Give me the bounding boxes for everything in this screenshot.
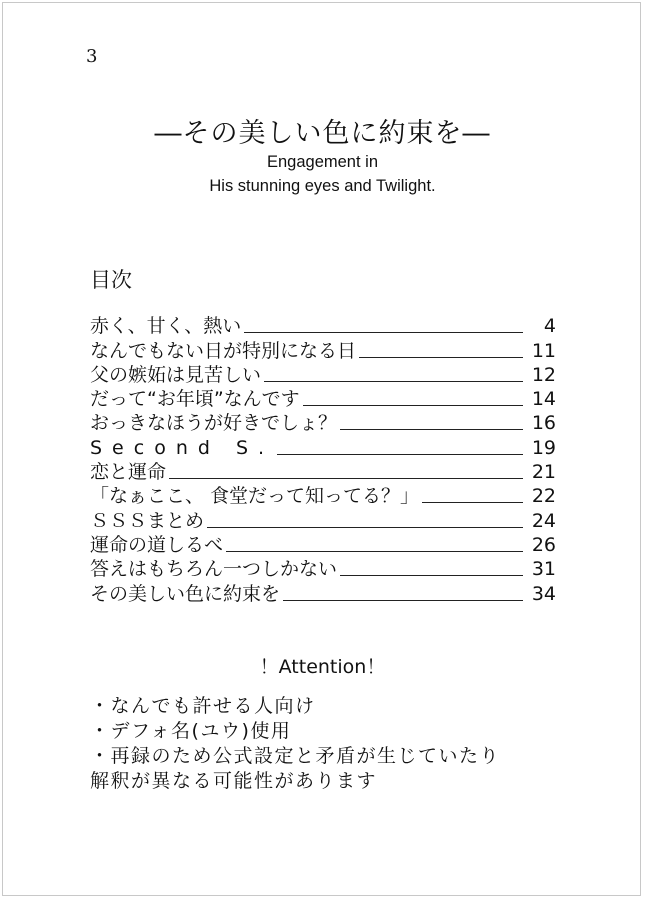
toc-entry-page: 12 (531, 363, 556, 386)
toc-entry-page: 26 (531, 533, 556, 556)
toc-entry-page: 4 (543, 315, 556, 338)
toc-entry-title: ＳＳＳまとめ (90, 509, 205, 532)
toc-leader-line (340, 575, 523, 576)
toc-entry-title: Second S. (90, 436, 275, 459)
attention-note: ・なんでも許せる人向け (90, 695, 316, 717)
toc-entry-title: 運命の道しるべ (90, 533, 224, 556)
toc-heading: 目次 (90, 268, 132, 292)
toc-entry (90, 338, 556, 362)
toc-entry-title: 赤く、甘く、熱い (90, 315, 242, 338)
toc-entry (90, 435, 556, 459)
title-block (0, 118, 645, 198)
toc-leader-line (244, 332, 523, 333)
toc-entry-title: 「なぁここ、 食堂だって知ってる？」 (90, 485, 420, 508)
toc-entry (90, 363, 556, 387)
toc-entry-title: 答えはもちろん一つしかない (90, 558, 338, 581)
toc-entry-page: 34 (531, 582, 556, 605)
toc-entry (90, 484, 556, 508)
toc-entry-page: 16 (531, 412, 556, 435)
toc-entry (90, 533, 556, 557)
english-title-line-1: Engagement in (267, 153, 378, 171)
toc-leader-line (226, 551, 523, 552)
toc-entry-page: 21 (531, 461, 556, 484)
attention-heading: ！Attention！ (259, 656, 386, 678)
attention-note: ・再録のため公式設定と矛盾が生じていたり (90, 745, 501, 767)
toc-entry-title: その美しい色に約束を (90, 582, 281, 605)
toc-entry-title: だって“お年頃”なんです (90, 388, 300, 411)
toc-leader-line (340, 429, 523, 430)
toc-entry (90, 508, 556, 532)
toc-entry (90, 387, 556, 411)
toc-entry-page: 22 (531, 485, 556, 508)
toc-leader-line (169, 478, 523, 479)
toc-leader-line (359, 357, 523, 358)
toc-entry (90, 557, 556, 581)
page-number: 3 (86, 46, 98, 67)
toc-entry-page: 24 (531, 509, 556, 532)
toc-leader-line (283, 600, 523, 601)
english-title-line-2: His stunning eyes and Twilight. (209, 177, 436, 195)
toc-leader-line (422, 502, 523, 503)
toc-entry-title: おっきなほうが好きでしょ？ (90, 412, 338, 435)
toc-entry (90, 314, 556, 338)
main-title: ―その美しい色に約束を― (154, 118, 491, 149)
toc-entry-title: なんでもない日が特別になる日 (90, 339, 357, 362)
toc-leader-line (277, 454, 523, 455)
toc-entry (90, 581, 556, 605)
table-of-contents (90, 314, 556, 606)
toc-leader-line (207, 527, 523, 528)
toc-entry (90, 460, 556, 484)
attention-note: ・デフォ名(ユウ)使用 (90, 720, 292, 742)
toc-entry-page: 14 (531, 388, 556, 411)
toc-entry-title: 父の嫉妬は見苦しい (90, 363, 262, 386)
toc-entry (90, 411, 556, 435)
attention-notes (90, 694, 500, 794)
toc-entry-page: 11 (531, 339, 556, 362)
toc-entry-page: 31 (531, 558, 556, 581)
toc-leader-line (303, 405, 523, 406)
toc-entry-title: 恋と運命 (90, 461, 167, 484)
toc-leader-line (264, 381, 523, 382)
attention-note: 解釈が異なる可能性があります (90, 770, 378, 792)
toc-entry-page: 19 (531, 436, 556, 459)
